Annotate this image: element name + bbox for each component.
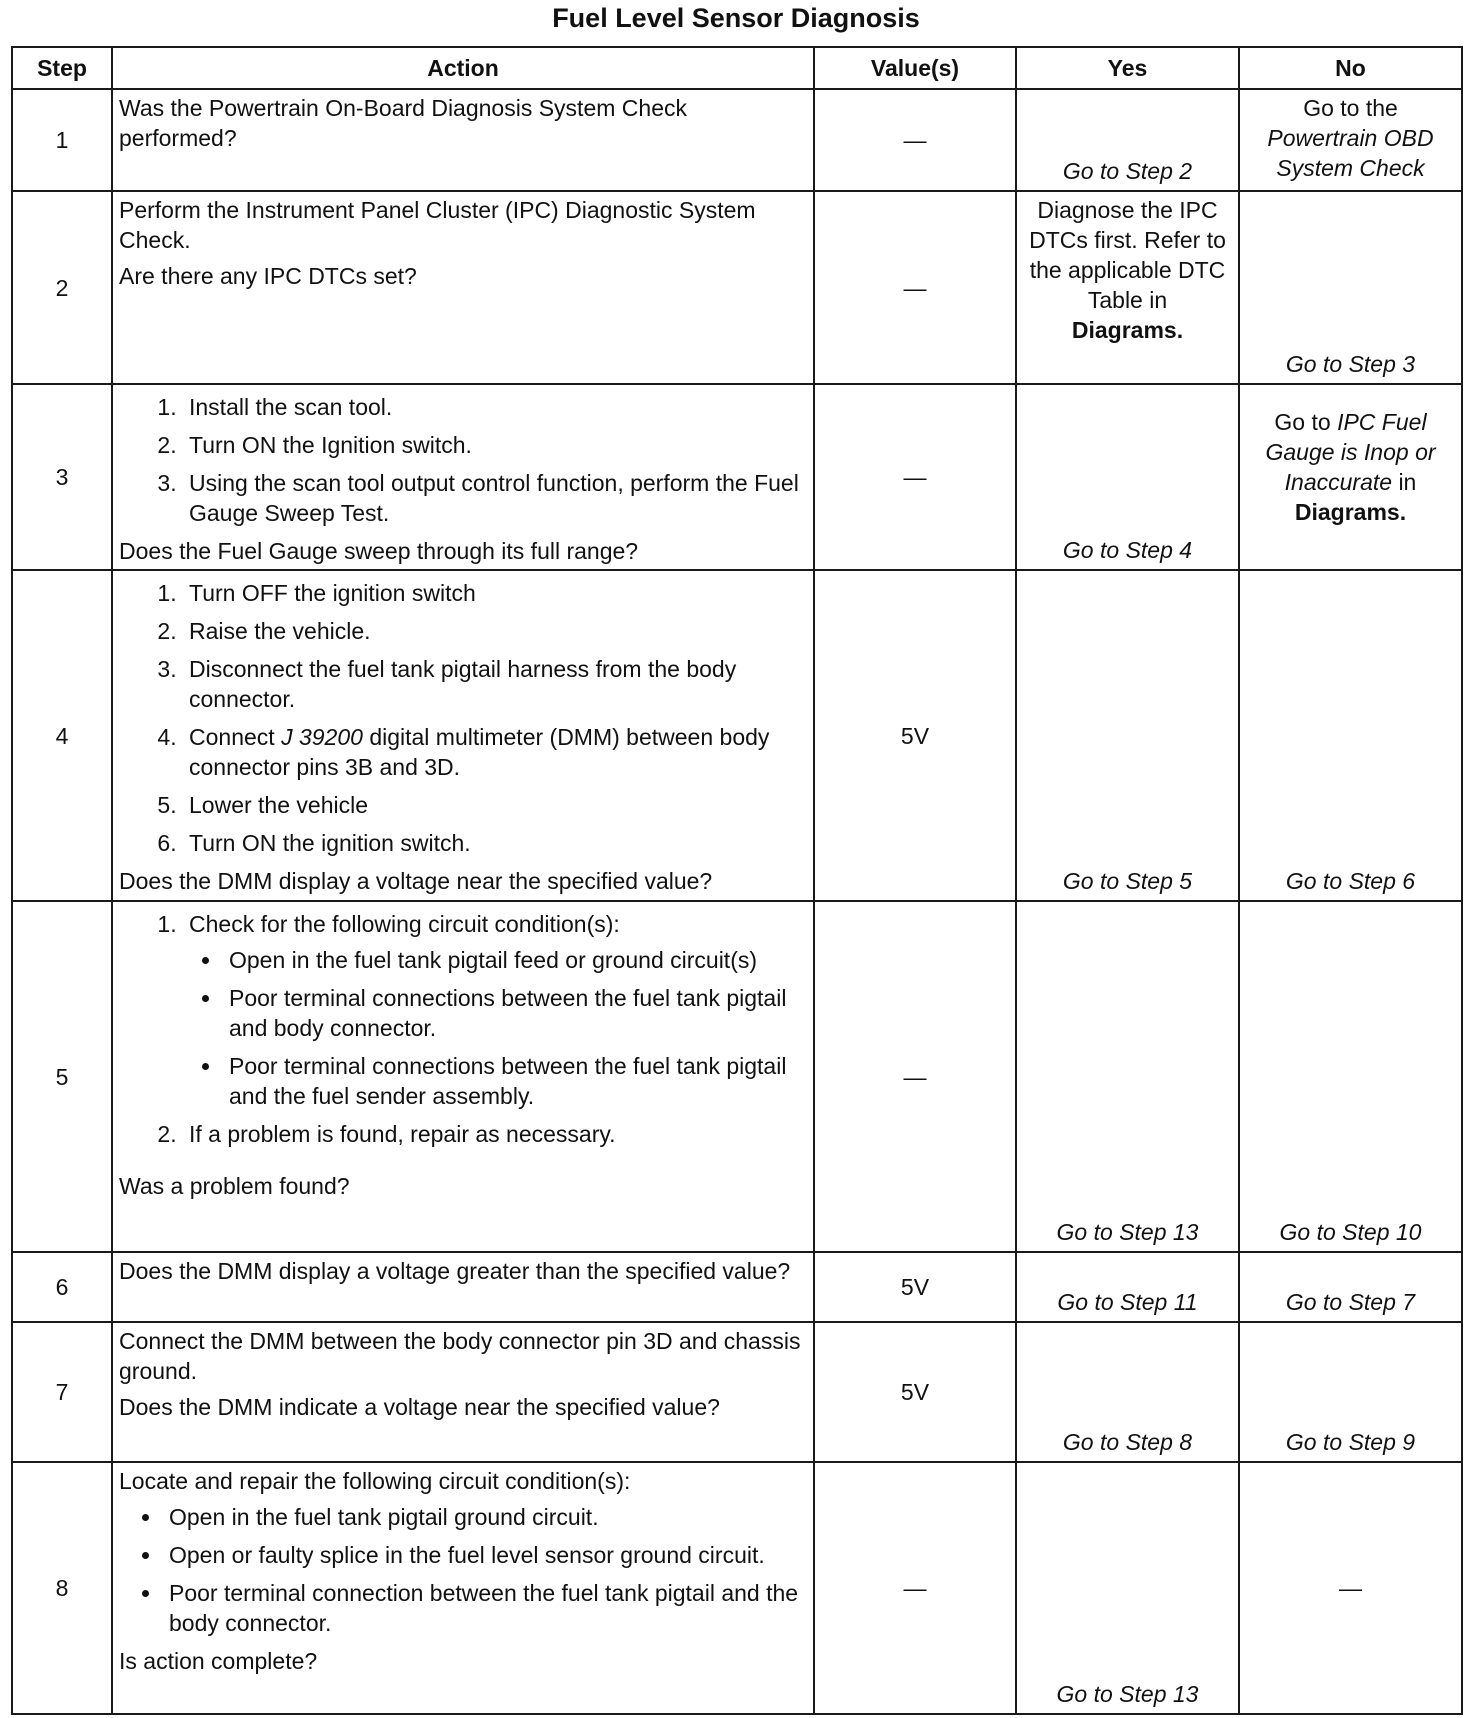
- step-number: 2: [12, 191, 112, 384]
- action-text: Was the Powertrain On-Board Diagnosis System Check performed?: [119, 95, 687, 151]
- no-cell: [1239, 1252, 1462, 1322]
- no-cell: [1239, 1322, 1462, 1462]
- header-step: Step: [12, 47, 112, 89]
- action-cell: [112, 901, 814, 1252]
- value-cell: 5V: [814, 1322, 1016, 1462]
- go-to-step-link[interactable]: Go to Step 6: [1285, 868, 1416, 894]
- go-to-step-link[interactable]: Go to Step 4: [1062, 537, 1193, 563]
- no-text: in: [1398, 469, 1417, 495]
- list-item: 3. Disconnect the fuel tank pigtail harness from the body connector.: [183, 654, 807, 714]
- yes-cell: [1016, 570, 1239, 901]
- table-row: [12, 1322, 1462, 1462]
- list-item: 2. If a problem is found, repair as necessary.: [183, 1119, 807, 1149]
- go-to-step-link[interactable]: Go to Step 9: [1285, 1429, 1416, 1455]
- go-to-step-link[interactable]: Go to Step 13: [1056, 1681, 1199, 1707]
- bullet-item: • Poor terminal connection between the fuel tank pigtail and the body connector.: [163, 1578, 807, 1638]
- step-number: 7: [12, 1322, 112, 1462]
- step-number: 6: [12, 1252, 112, 1322]
- bullet-item: • Poor terminal connections between the fuel tank pigtail and body connector.: [223, 983, 807, 1043]
- diagnosis-table: [11, 46, 1463, 1715]
- action-question: Does the DMM indicate a voltage near the specified value?: [119, 1394, 720, 1420]
- bullet-list: [189, 945, 807, 1111]
- action-list: [119, 909, 807, 1149]
- value-cell: —: [814, 89, 1016, 191]
- action-question: Was a problem found?: [119, 1173, 350, 1199]
- header-yes: Yes: [1016, 47, 1239, 89]
- action-text: Connect the DMM between the body connector pin 3D and chassis ground.: [119, 1328, 801, 1384]
- list-item: 1. Turn OFF the ignition switch: [183, 578, 807, 608]
- bullet-item: • Open or faulty splice in the fuel level sensor ground circuit.: [163, 1540, 807, 1570]
- page-title: Fuel Level Sensor Diagnosis: [552, 3, 920, 33]
- bullet-item: • Poor terminal connections between the fuel tank pigtail and the fuel sender assembly.: [223, 1051, 807, 1111]
- spacer: [119, 1157, 807, 1171]
- go-to-step-link[interactable]: Go to Step 3: [1285, 351, 1416, 377]
- yes-cell: [1016, 1462, 1239, 1714]
- list-item: 2. Turn ON the Ignition switch.: [183, 430, 807, 460]
- no-cell: [1239, 191, 1462, 384]
- step-number: 4: [12, 570, 112, 901]
- no-text: Go to the: [1303, 95, 1398, 121]
- action-question: Is action complete?: [119, 1648, 318, 1674]
- table-row: [12, 384, 1462, 570]
- table-row: [12, 191, 1462, 384]
- table-row: [12, 1252, 1462, 1322]
- step-number: 5: [12, 901, 112, 1252]
- action-question: Are there any IPC DTCs set?: [119, 263, 417, 289]
- action-list: [119, 392, 807, 528]
- list-item-text: Connect: [189, 724, 275, 750]
- no-cell: —: [1239, 1462, 1462, 1714]
- no-cell: [1239, 570, 1462, 901]
- no-cell: [1239, 89, 1462, 191]
- go-to-step-link[interactable]: Go to Step 11: [1057, 1289, 1198, 1315]
- action-cell: [112, 570, 814, 901]
- header-row: [12, 47, 1462, 89]
- action-cell: [112, 384, 814, 570]
- diagrams-link[interactable]: Diagrams.: [1294, 499, 1407, 525]
- bullet-list: [119, 1502, 807, 1638]
- list-item: 2. Raise the vehicle.: [183, 616, 807, 646]
- list-item: 1. Install the scan tool.: [183, 392, 807, 422]
- diagrams-link[interactable]: Diagrams.: [1071, 317, 1184, 343]
- go-to-step-link[interactable]: Go to Step 7: [1285, 1289, 1416, 1315]
- step-number: 1: [12, 89, 112, 191]
- tool-name: J 39200: [281, 724, 363, 750]
- list-item-text: Check for the following circuit condition(s):: [189, 911, 620, 937]
- action-text: Perform the Instrument Panel Cluster (IPC) Diagnostic System Check.: [119, 197, 756, 253]
- header-action: Action: [112, 47, 814, 89]
- go-to-step-link[interactable]: Go to Step 10: [1279, 1219, 1422, 1245]
- action-cell: [112, 89, 814, 191]
- value-cell: —: [814, 901, 1016, 1252]
- list-item-text: digital multimeter (DMM) between body connector pins 3B and 3D.: [189, 724, 770, 780]
- action-text: Does the DMM display a voltage greater than the specified value?: [119, 1258, 791, 1284]
- value-cell: —: [814, 1462, 1016, 1714]
- yes-cell: [1016, 384, 1239, 570]
- bullet-item: • Open in the fuel tank pigtail ground circuit.: [163, 1502, 807, 1532]
- go-to-step-link[interactable]: Go to Step 5: [1062, 868, 1193, 894]
- table-row: [12, 1462, 1462, 1714]
- header-values: Value(s): [814, 47, 1016, 89]
- step-number: 8: [12, 1462, 112, 1714]
- action-question: Does the Fuel Gauge sweep through its full range?: [119, 538, 639, 564]
- value-cell: 5V: [814, 570, 1016, 901]
- action-text: Locate and repair the following circuit condition(s):: [119, 1468, 631, 1494]
- yes-cell: [1016, 89, 1239, 191]
- powertrain-obd-link[interactable]: Powertrain OBD System Check: [1267, 125, 1434, 181]
- no-cell: [1239, 384, 1462, 570]
- yes-text: Diagnose the IPC DTCs first. Refer to the applicable DTC Table in: [1029, 197, 1226, 313]
- value-cell: 5V: [814, 1252, 1016, 1322]
- action-cell: [112, 191, 814, 384]
- yes-cell: [1016, 191, 1239, 384]
- list-item: [183, 722, 807, 782]
- yes-cell: [1016, 1252, 1239, 1322]
- bullet-item: • Open in the fuel tank pigtail feed or ground circuit(s): [223, 945, 807, 975]
- go-to-step-link[interactable]: Go to Step 2: [1062, 158, 1193, 184]
- yes-cell: [1016, 1322, 1239, 1462]
- action-question: Does the DMM display a voltage near the specified value?: [119, 868, 713, 894]
- list-item: 3. Using the scan tool output control function, perform the Fuel Gauge Sweep Test.: [183, 468, 807, 528]
- go-to-step-link[interactable]: Go to Step 13: [1056, 1219, 1199, 1245]
- table-row: [12, 89, 1462, 191]
- list-item: 5. Lower the vehicle: [183, 790, 807, 820]
- no-text: Go to: [1274, 409, 1331, 435]
- action-cell: [112, 1462, 814, 1714]
- list-item: 6. Turn ON the ignition switch.: [183, 828, 807, 858]
- step-number: 3: [12, 384, 112, 570]
- no-cell: [1239, 901, 1462, 1252]
- list-item: [183, 909, 807, 1111]
- action-cell: [112, 1322, 814, 1462]
- action-cell: [112, 1252, 814, 1322]
- header-no: No: [1239, 47, 1462, 89]
- yes-cell: [1016, 901, 1239, 1252]
- go-to-step-link[interactable]: Go to Step 8: [1062, 1429, 1193, 1455]
- value-cell: —: [814, 191, 1016, 384]
- ipc-fuel-gauge-link[interactable]: IPC Fuel Gauge is Inop or Inaccurate: [1265, 409, 1436, 495]
- table-row: [12, 570, 1462, 901]
- value-cell: —: [814, 384, 1016, 570]
- table-row: [12, 901, 1462, 1252]
- action-list: [119, 578, 807, 858]
